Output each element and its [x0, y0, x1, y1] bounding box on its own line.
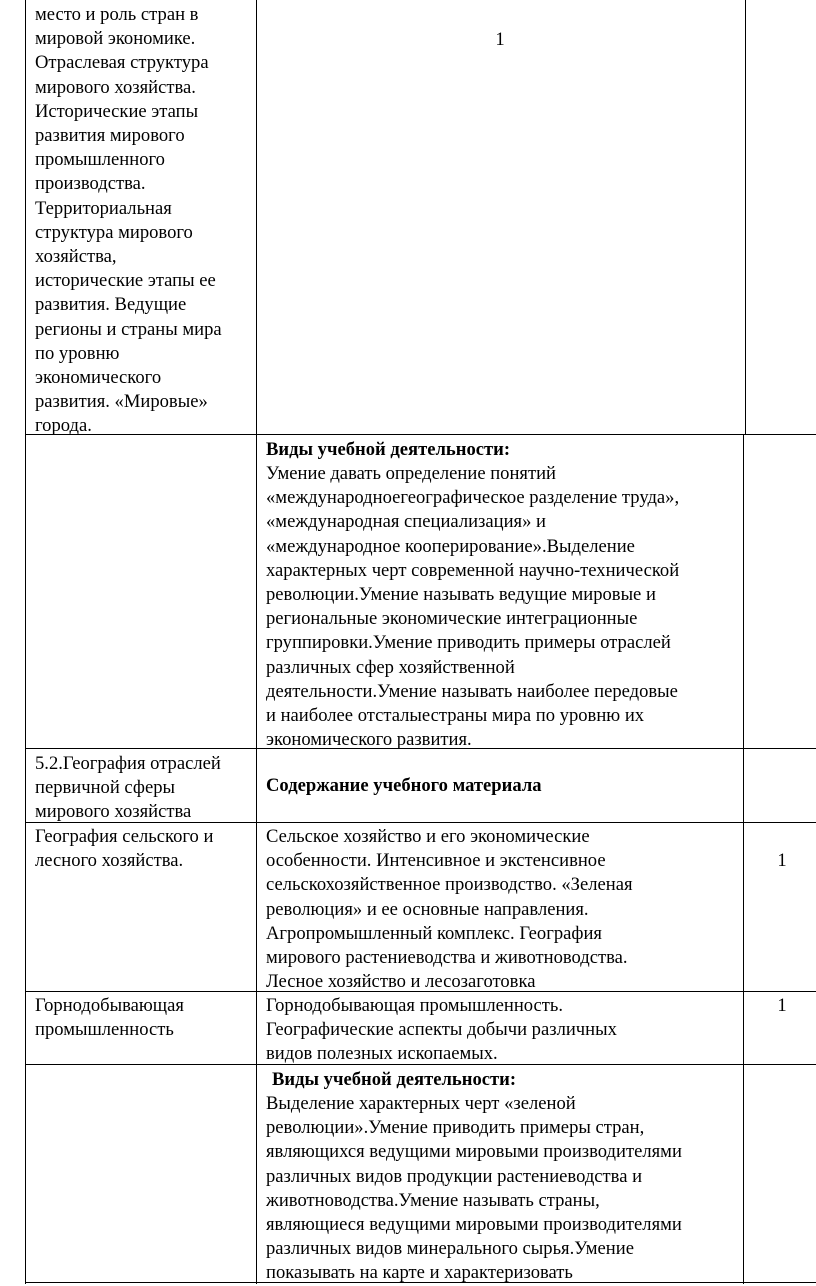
- hours-cell: 1: [777, 995, 787, 1016]
- content-heading: Содержание учебного материала: [266, 775, 542, 796]
- activities-text: Умение давать определение понятий «международноегеографическое разделение труда», «международная специализация» и «международное кооперирование».Выделение характерных черт современной научно-технической революции.Умение называть ведущие мировые и региональные экономические интеграционные группировки.Умение приводить примеры отраслей различных сфер хозяйственной деятельности.Умение называть наиболее передовые и наиболее отсталыестраны мира по уровню их экономического развития.: [266, 463, 680, 751]
- activities-text: Выделение характерных черт «зеленой революции».Умение приводить примеры стран, являющихся ведущими мировыми производителями различных видов продукции растениеводства и животноводства.Умение называть страны, являющиеся ведущими мировыми производителями различных видов минерального сырья.Умение показывать на карте и характеризовать: [266, 1093, 682, 1284]
- table-col-divider-2-upper: [745, 0, 746, 434]
- activities-heading: Виды учебной деятельности:: [272, 1069, 517, 1090]
- topic-cell: Горнодобывающая промышленность: [35, 995, 184, 1041]
- table-col-divider-1: [256, 0, 257, 1284]
- content-cell: Сельское хозяйство и его экономические особенности. Интенсивное и экстенсивное сельскохозяйственное производство. «Зеленая революция» и ее основные направления. Агропромышленный комплекс. География мирового растениеводства и животноводства. Лесное хозяйство и лесозаготовка: [266, 826, 633, 993]
- table-border-left: [25, 0, 26, 1284]
- table-col-divider-2-lower: [743, 434, 744, 1284]
- hours-cell: 1: [777, 850, 787, 871]
- hours-cell: 1: [495, 29, 505, 50]
- section-title: 5.2.География отраслей первичной сферы мирового хозяйства: [35, 753, 221, 823]
- topic-cell: География сельского и лесного хозяйства.: [35, 826, 214, 872]
- content-cell: Горнодобывающая промышленность. Географические аспекты добычи различных видов полезных ископаемых.: [266, 995, 617, 1065]
- topic-cell: место и роль стран в мировой экономике. Отраслевая структура мирового хозяйства. Исторические этапы развития мирового промышленного производства. Территориальная структура мирового хозяйства, исторические этапы ее развития. Ведущие регионы и страны мира по уровню экономического развития. «Мировые» города.: [35, 4, 222, 437]
- activities-heading: Виды учебной деятельности:: [266, 439, 511, 460]
